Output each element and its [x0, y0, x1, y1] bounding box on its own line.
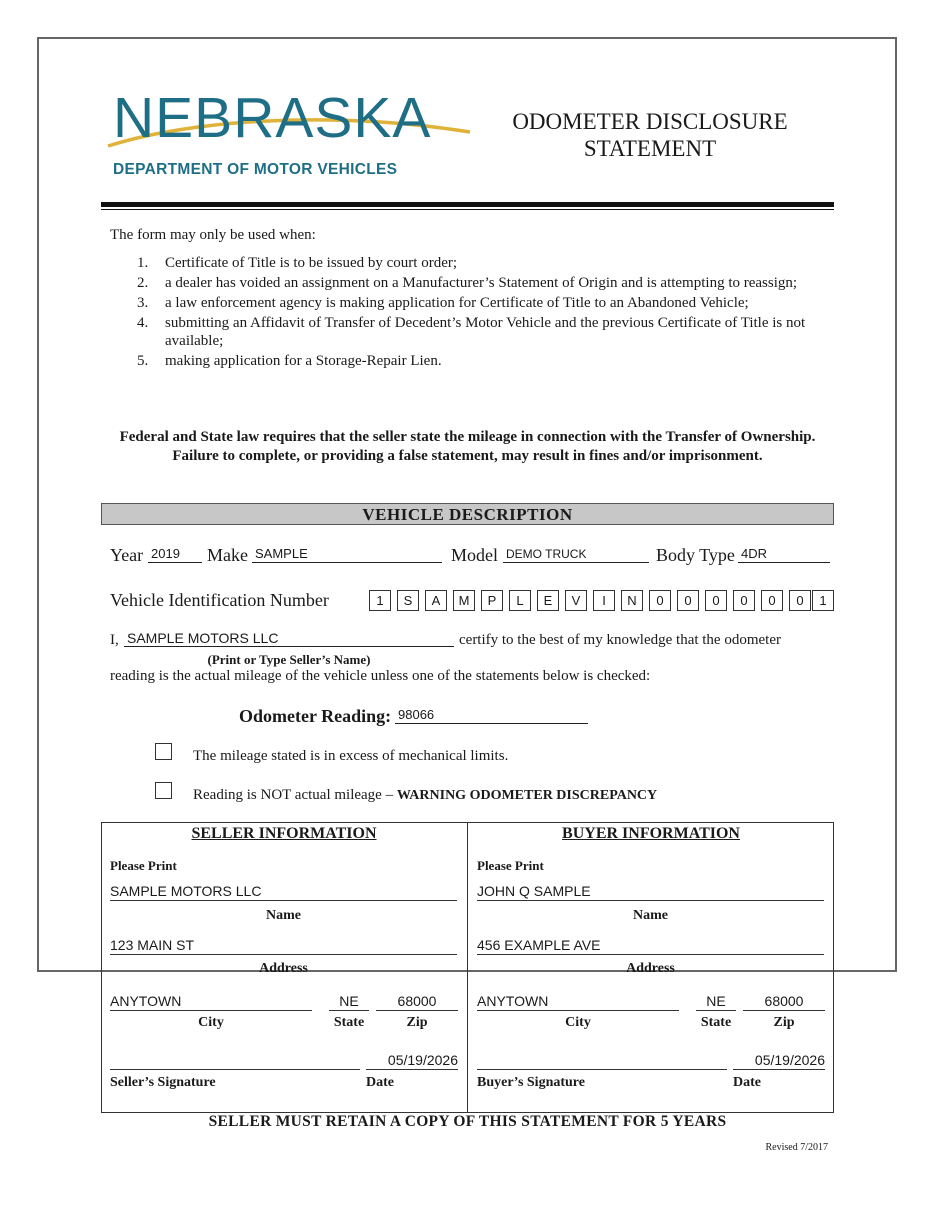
- retain-copy-notice: SELLER MUST RETAIN A COPY OF THIS STATEMENT FOR 5 YEARS: [208, 1113, 727, 1130]
- seller-signature-caption: Seller’s Signature: [110, 1075, 216, 1090]
- seller-info-title: SELLER INFORMATION: [191, 825, 377, 842]
- seller-address-caption: Address: [259, 961, 308, 976]
- body-type-field[interactable]: 4DR: [738, 546, 830, 563]
- year-field[interactable]: 2019: [148, 546, 202, 563]
- seller-date-caption: Date: [366, 1075, 394, 1090]
- condition-item-2: 2. a dealer has voided an assignment on a Manufacturer’s Statement of Origin and is attempting to reassign;: [137, 275, 798, 291]
- vin-char-4[interactable]: M: [453, 590, 475, 611]
- not-actual-mileage-checkbox[interactable]: [155, 782, 172, 799]
- buyer-signature-field[interactable]: [477, 1050, 727, 1070]
- buyer-state-caption: State: [700, 1015, 732, 1030]
- buyer-address-caption: Address: [626, 961, 675, 976]
- seller-signature-field[interactable]: [110, 1050, 360, 1070]
- vin-char-3[interactable]: A: [425, 590, 447, 611]
- seller-city-input[interactable]: ANYTOWN: [110, 991, 312, 1011]
- certify-prefix: I,: [110, 632, 119, 648]
- logo-subtitle: DEPARTMENT OF MOTOR VEHICLES: [113, 161, 398, 178]
- certify-statement: certify to the best of my knowledge that the odometer: [459, 632, 781, 648]
- buyer-date-input[interactable]: 05/19/2026: [733, 1050, 825, 1070]
- condition-item-4: 4. submitting an Affidavit of Transfer of Decedent’s Motor Vehicle and the previous Certificate of Title is not available;: [137, 315, 806, 349]
- certify-statement-2: reading is the actual mileage of the vehicle unless one of the statements below is checked:: [110, 668, 651, 684]
- conditions-list: [137, 255, 817, 373]
- odometer-reading-field[interactable]: 98066: [395, 707, 588, 724]
- seller-zip-caption: Zip: [406, 1015, 428, 1030]
- vin-char-10[interactable]: N: [621, 590, 643, 611]
- form-title: ODOMETER DISCLOSURE STATEMENT: [512, 109, 788, 161]
- buyer-date-caption: Date: [733, 1075, 761, 1090]
- buyer-name-caption: Name: [633, 908, 668, 923]
- vehicle-description-header: VEHICLE DESCRIPTION: [101, 503, 834, 525]
- seller-zip-input[interactable]: 68000: [376, 991, 458, 1011]
- intro-text: The form may only be used when:: [110, 227, 316, 243]
- vin-char-9[interactable]: I: [593, 590, 615, 611]
- seller-date-input[interactable]: 05/19/2026: [366, 1050, 458, 1070]
- buyer-city-caption: City: [565, 1015, 591, 1030]
- buyer-signature-caption: Buyer’s Signature: [477, 1075, 585, 1090]
- not-actual-mileage-label: Reading is NOT actual mileage – WARNING ODOMETER DISCREPANCY: [193, 787, 658, 803]
- vin-char-8[interactable]: V: [565, 590, 587, 611]
- vin-char-11[interactable]: 0: [649, 590, 671, 611]
- revision-date: Revised 7/2017: [765, 1142, 828, 1153]
- year-label: Year: [110, 545, 144, 565]
- excess-mechanical-limits-label: The mileage stated is in excess of mechanical limits.: [193, 748, 509, 764]
- info-box-divider: [467, 822, 468, 1113]
- make-field[interactable]: SAMPLE: [252, 546, 442, 563]
- seller-name-input[interactable]: SAMPLE MOTORS LLC: [110, 881, 457, 901]
- buyer-zip-caption: Zip: [773, 1015, 795, 1030]
- seller-city-caption: City: [198, 1015, 224, 1030]
- make-label: Make: [207, 545, 248, 565]
- condition-item-1: 1. Certificate of Title is to be issued by court order;: [137, 255, 458, 271]
- header-rule-thin: [101, 209, 834, 210]
- vin-char-1[interactable]: 1: [369, 590, 391, 611]
- vin-char-12[interactable]: 0: [677, 590, 699, 611]
- buyer-please-print: Please Print: [477, 858, 544, 873]
- seller-state-input[interactable]: NE: [329, 991, 369, 1011]
- vin-char-17[interactable]: 1: [812, 590, 834, 611]
- excess-mechanical-limits-checkbox[interactable]: [155, 743, 172, 760]
- model-field[interactable]: DEMO TRUCK: [503, 546, 649, 563]
- condition-item-5: 5. making application for a Storage-Repair Lien.: [137, 352, 442, 369]
- model-label: Model: [451, 545, 498, 565]
- vin-char-2[interactable]: S: [397, 590, 419, 611]
- buyer-zip-input[interactable]: 68000: [743, 991, 825, 1011]
- vin-char-13[interactable]: 0: [705, 590, 727, 611]
- vin-char-7[interactable]: E: [537, 590, 559, 611]
- buyer-name-input[interactable]: JOHN Q SAMPLE: [477, 881, 824, 901]
- buyer-state-input[interactable]: NE: [696, 991, 736, 1011]
- buyer-address-input[interactable]: 456 EXAMPLE AVE: [477, 935, 824, 955]
- seller-name-field[interactable]: SAMPLE MOTORS LLC: [124, 630, 454, 647]
- vin-label: Vehicle Identification Number: [110, 590, 329, 610]
- header-rule: [101, 202, 834, 207]
- seller-name-caption: (Print or Type Seller’s Name): [207, 652, 371, 667]
- seller-address-input[interactable]: 123 MAIN ST: [110, 935, 457, 955]
- seller-name-caption-label: Name: [266, 908, 301, 923]
- body-type-label: Body Type: [656, 545, 735, 565]
- seller-please-print: Please Print: [110, 858, 177, 873]
- buyer-info-title: BUYER INFORMATION: [562, 825, 740, 842]
- buyer-city-input[interactable]: ANYTOWN: [477, 991, 679, 1011]
- seller-state-caption: State: [333, 1015, 365, 1030]
- logo-wordmark: NEBRASKA: [113, 86, 432, 150]
- vin-char-16[interactable]: 0: [789, 590, 811, 611]
- vin-char-15[interactable]: 0: [761, 590, 783, 611]
- vin-char-14[interactable]: 0: [733, 590, 755, 611]
- vin-char-5[interactable]: P: [481, 590, 503, 611]
- condition-item-3: 3. a law enforcement agency is making application for Certificate of Title to an Abandoned Vehicle;: [137, 295, 749, 311]
- vin-char-6[interactable]: L: [509, 590, 531, 611]
- odometer-label: Odometer Reading:: [239, 706, 392, 726]
- legal-warning: Federal and State law requires that the seller state the mileage in connection with the Transfer of Ownership. Failure to complete, or providing a false statement, may result in fines and/or imprisonment.: [119, 429, 816, 464]
